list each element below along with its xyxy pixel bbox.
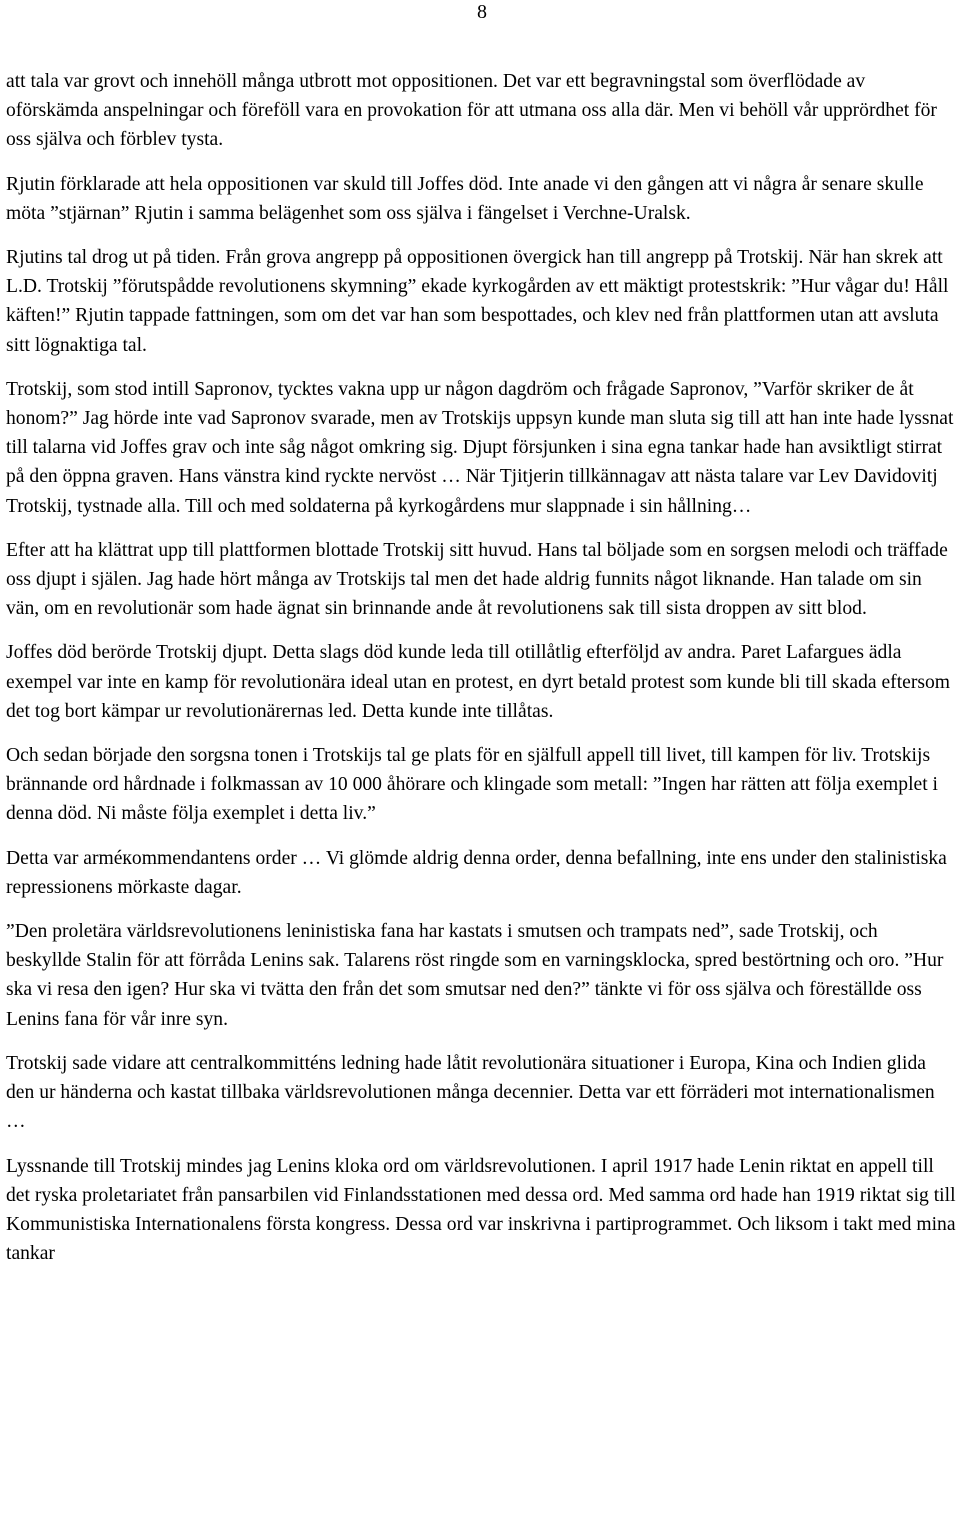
paragraph: Trotskij, som stod intill Sapronov, tycktes vakna upp ur någon dagdröm och frågade Sapronov, ”Varför skriker de åt honom?” Jag hörde inte vad Sapronov svarade, men av Trotskijs uppsyn kunde man sluta sig till att han inte hade lyssnat till talarna vid Joffes grav och inte såg något omkring sig. Djupt försjunken i sina egna tankar hade han avsiktligt stirrat på den öppna graven. Hans vänstra kind ryckte nervöst … När Tjitjerin tillkännagav att nästa talare var Lev Davidovitj Trotskij, tystnade alla. Till och med soldaterna på kyrkogårdens mur slappnade i sin hållning… xyxy=(6,378,954,517)
paragraph: ”Den proletära världsrevolutionens leninistiska fana har kastats i smutsen och trampats ned”, sade Trotskij, och beskyllde Stalin för att förråda Lenins sak. Talarens röst ringde som en varningsklocka, spred bestörtning och oro. ”Hur ska vi resa den igen? Hur ska vi tvätta den från det som smutsar ned den?” tänkte vi för oss själva och föreställde oss Lenins fana för vår inre syn. xyxy=(6,921,944,1030)
paragraph: Rjutin förklarade att hela oppositionen var skuld till Joffes död. Inte anade vi den gången att vi några år senare skulle möta ”stjärnan” Rjutin i samma belägenhet som oss själva i fängelset i Verchne-Uralsk. xyxy=(6,173,924,224)
paragraph: Och sedan började den sorgsna tonen i Trotskijs tal ge plats för en själfull appell till livet, till kampen för liv. Trotskijs brännande ord hårdnade i folkmassan av 10 000 åhörare och klingade som metall: ”Ingen har rätten att följa exemplet i denna död. Ni måste följa exemplet i detta liv.” xyxy=(6,745,938,825)
paragraph: Lyssnande till Trotskij mindes jag Lenins kloka ord om världsrevolutionen. I april 1917 hade Lenin riktat en appell till det ryska proletariatet från pansarbilen vid Finlandsstationen med dessa ord. Med samma ord hade han 1919 riktat sig till Kommunistiska Internationalens första kongress. Dessa ord var inskrivna i partiprogrammet. Och liksom i takt med mina tankar xyxy=(6,1155,956,1265)
paragraph: att tala var grovt och innehöll många utbrott mot oppositionen. Det var ett begravningstal som överflödade av oförskämda anspelningar och föreföll vara en provokation för att utmana oss alla där. Men vi behöll vår upprördhet för oss själva och förblev tysta. xyxy=(6,71,937,151)
document-body xyxy=(6,67,956,1268)
paragraph: Rjutins tal drog ut på tiden. Från grova angrepp på oppositionen övergick han till angrepp på Trotskij. När han skrek att L.D. Trotskij ”förutspådde revolutionens skymning” ekade kyrkogården av ett mäktigt protestskrik: ”Hur vågar du! Håll käften!” Rjutin tappade fattningen, som om det var han som bespottades, och klev ned från plattformen utan att avsluta sitt lögnaktiga tal. xyxy=(6,247,949,356)
page-number: 8 xyxy=(477,1,487,23)
paragraph: Joffes död berörde Trotskij djupt. Detta slags död kunde leda till otillåtlig efterföljd av andra. Paret Lafargues ädla exempel var inte en kamp för revolutionära ideal utan en protest, en dyrt betald protest som kunde bli till skada eftersom det tog bort kämpar ur revolutionärernas led. Detta kunde inte tillåtas. xyxy=(6,642,951,722)
paragraph: Trotskij sade vidare att centralkommitténs ledning hade låtit revolutionära situationer i Europa, Kina och Indien glida den ur händerna och kastat tillbaka världsrevolutionen många decennier. Detta var ett förräderi mot internationalismen … xyxy=(6,1052,935,1133)
paragraph: Detta var arméкommendantens order … Vi glömde aldrig denna order, denna befallning, inte ens under den stalinistiska repressionens mörkaste dagar. xyxy=(6,847,947,898)
paragraph: Efter att ha klättrat upp till plattformen blottade Trotskij sitt huvud. Hans tal böljade som en sorgsen melodi och träffade oss djupt i själen. Jag hade hört många av Trotskijs tal men det hade aldrig funnits något liknande. Han talade om sin vän, om en revolutionär som hade ägnat sin brinnande ande åt revolutionens sak till sista droppen av sitt blod. xyxy=(6,539,948,620)
